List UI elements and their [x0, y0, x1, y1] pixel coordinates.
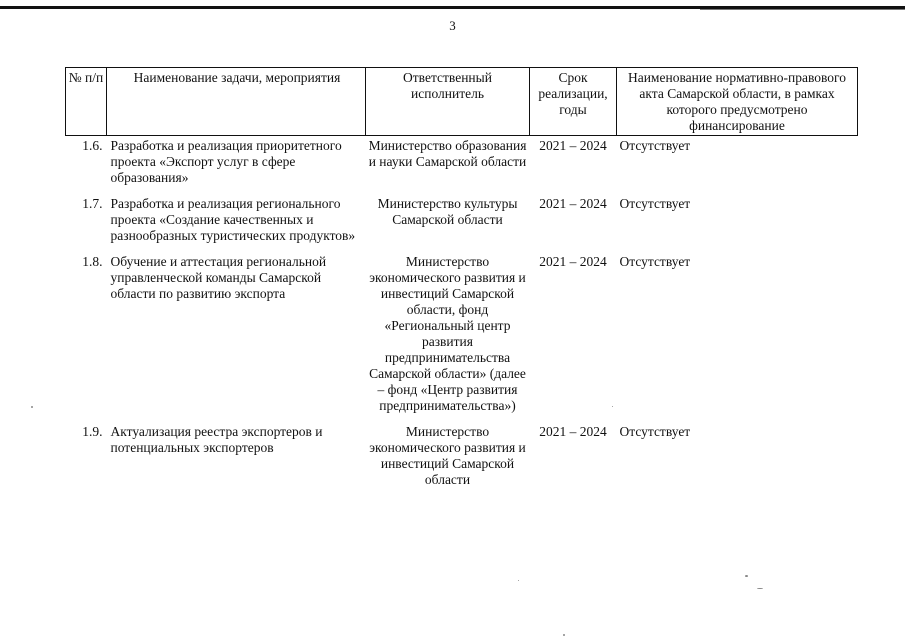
- table-header: [66, 68, 858, 136]
- row-executor: Министерство культуры Самарской области: [377, 196, 518, 227]
- header-task: Наименование задачи, мероприятия: [107, 68, 366, 136]
- row-num: 1.8.: [82, 254, 103, 269]
- scan-speck: [31, 406, 33, 408]
- row-num: 1.7.: [82, 196, 103, 211]
- row-act: Отсутствует: [619, 254, 691, 269]
- header-term: Срок реализации, годы: [530, 68, 617, 136]
- table-row: [66, 422, 858, 496]
- header-num: № п/п: [66, 68, 107, 136]
- measures-table: [65, 67, 858, 496]
- row-term: 2021 – 2024: [539, 196, 607, 211]
- row-executor: Министерство экономического развития и инвестиций Самарской области, фонд «Региональный центр развития предпринимательства Самарской области» (далее – фонд «Центр развития предпринимательства»): [369, 254, 526, 413]
- scan-speck: [757, 588, 763, 589]
- row-executor: Министерство образования и науки Самарской области: [368, 138, 527, 169]
- row-task: Обучение и аттестация региональной управленческой команды Самарской области по развитию экспорта: [110, 254, 327, 301]
- header-act: Наименование нормативно-правового акта Самарской области, в рамках которого предусмотрено финансирование: [617, 68, 858, 136]
- page-number: 3: [449, 18, 456, 33]
- row-num: 1.9.: [82, 424, 103, 439]
- row-task: Актуализация реестра экспортеров и потенциальных экспортеров: [110, 424, 323, 455]
- row-executor: Министерство экономического развития и инвестиций Самарской области: [369, 424, 526, 487]
- row-act: Отсутствует: [619, 138, 691, 153]
- row-act: Отсутствует: [619, 424, 691, 439]
- scan-speck: [612, 406, 613, 407]
- row-task: Разработка и реализация приоритетного проекта «Экспорт услуг в сфере образования»: [110, 138, 342, 185]
- row-term: 2021 – 2024: [539, 254, 607, 269]
- scan-speck: [563, 634, 565, 636]
- header-executor: Ответственный исполнитель: [366, 68, 530, 136]
- table-row: [66, 194, 858, 252]
- scan-speck: [518, 580, 519, 581]
- scan-speck: [745, 575, 748, 577]
- row-task: Разработка и реализация регионального проекта «Создание качественных и разнообразных туристических продуктов»: [110, 196, 356, 243]
- row-num: 1.6.: [82, 138, 103, 153]
- table-row: [66, 136, 858, 195]
- table-row: [66, 252, 858, 422]
- table-body: [66, 136, 858, 497]
- header-row: [66, 68, 858, 136]
- row-term: 2021 – 2024: [539, 138, 607, 153]
- row-term: 2021 – 2024: [539, 424, 607, 439]
- top-border-line-secondary: [700, 9, 905, 10]
- row-act: Отсутствует: [619, 196, 691, 211]
